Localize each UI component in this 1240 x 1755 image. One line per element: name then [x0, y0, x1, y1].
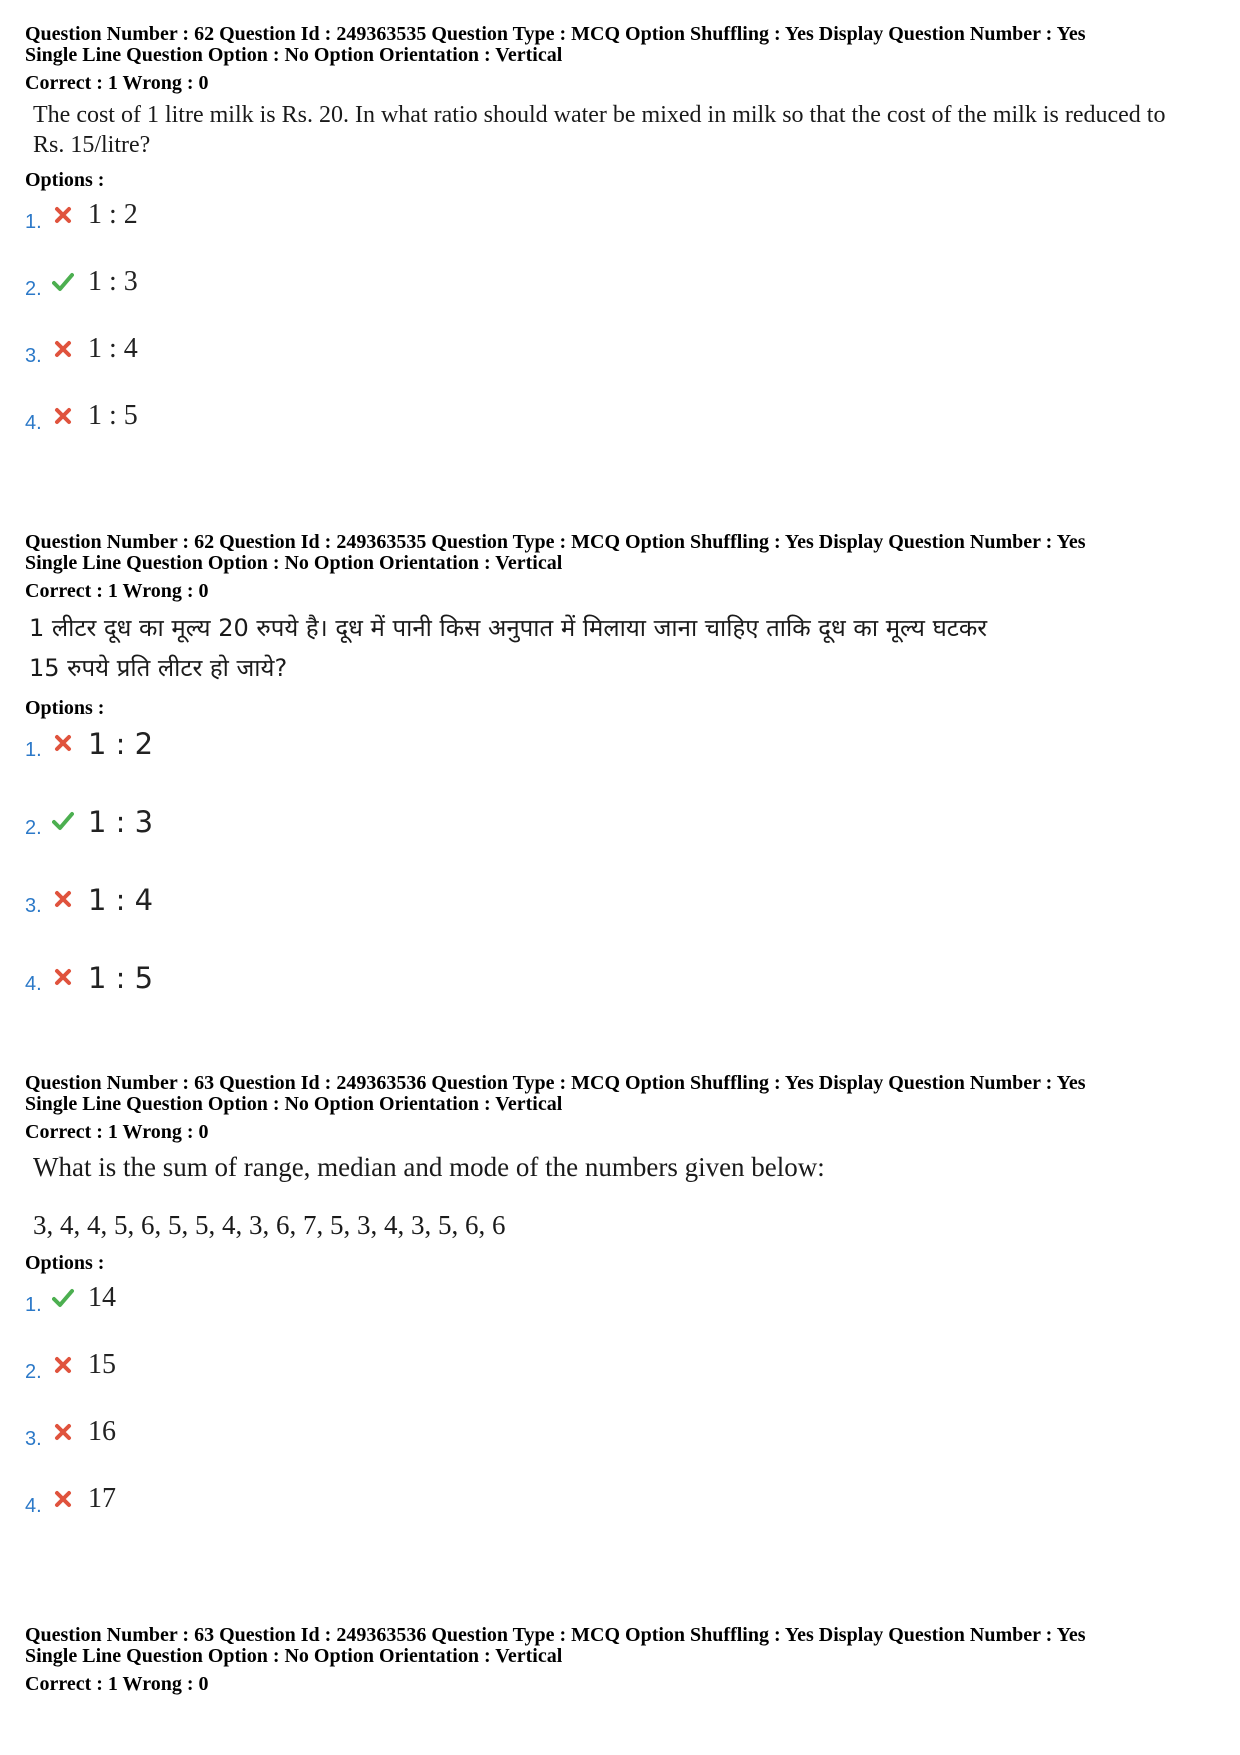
question-score: Correct : 1 Wrong : 0 [25, 1673, 209, 1695]
option-2 [25, 266, 425, 306]
option-number: 1. [25, 739, 42, 761]
question-block-62-hindi [25, 532, 1225, 999]
cross-icon [52, 338, 74, 360]
option-3 [25, 1416, 425, 1456]
option-1 [25, 727, 425, 767]
question-text [25, 100, 1225, 160]
question-meta-line2: Single Line Question Option : No Option Orientation : Vertical [25, 552, 563, 574]
option-1 [25, 1282, 425, 1322]
option-2 [25, 805, 425, 845]
option-value: 1 : 3 [88, 266, 138, 297]
option-number: 2. [25, 1361, 42, 1383]
cross-icon [52, 1354, 74, 1376]
cross-icon [52, 1488, 74, 1510]
question-meta-line1: Question Number : 62 Question Id : 249363535 Question Type : MCQ Option Shuffling : Yes Display Question Number : Yes [25, 23, 1086, 45]
question-score: Correct : 1 Wrong : 0 [25, 72, 209, 94]
question-block-63-english [25, 1073, 1225, 1534]
question-meta-line2: Single Line Question Option : No Option Orientation : Vertical [25, 44, 563, 66]
options-label: Options : [25, 1252, 105, 1274]
option-value: 1 : 5 [88, 961, 154, 995]
option-value: 15 [88, 1349, 116, 1380]
check-icon [52, 810, 74, 832]
option-number: 4. [25, 1495, 42, 1517]
option-value: 1 : 3 [88, 805, 154, 839]
option-3 [25, 883, 425, 923]
cross-icon [52, 966, 74, 988]
options-list [25, 719, 1225, 999]
question-meta-line1: Question Number : 63 Question Id : 249363536 Question Type : MCQ Option Shuffling : Yes Display Question Number : Yes [25, 1072, 1086, 1094]
option-number: 1. [25, 211, 42, 233]
option-number: 1. [25, 1294, 42, 1316]
question-text-gap [33, 1185, 1225, 1207]
question-text-line: The cost of 1 litre milk is Rs. 20. In what ratio should water be mixed in milk so that the cost of the milk is reduced to [33, 102, 1166, 128]
cross-icon [52, 1421, 74, 1443]
check-icon [52, 271, 74, 293]
cross-icon [52, 732, 74, 754]
cross-icon [52, 204, 74, 226]
question-text [25, 608, 1225, 688]
question-text-line: What is the sum of range, median and mode of the numbers given below: [33, 1152, 825, 1182]
options-label: Options : [25, 169, 105, 191]
option-value: 1 : 2 [88, 727, 154, 761]
options-list [25, 191, 1225, 451]
question-block-62-english [25, 24, 1225, 451]
question-text-line: Rs. 15/litre? [33, 132, 151, 158]
option-4 [25, 400, 425, 440]
option-4 [25, 961, 425, 1001]
question-meta-line1: Question Number : 62 Question Id : 249363535 Question Type : MCQ Option Shuffling : Yes Display Question Number : Yes [25, 531, 1086, 553]
option-value: 14 [88, 1282, 116, 1313]
question-score: Correct : 1 Wrong : 0 [25, 580, 209, 602]
question-block-63-hindi [25, 1625, 1225, 1695]
option-4 [25, 1483, 425, 1523]
option-number: 4. [25, 973, 42, 995]
option-number: 2. [25, 817, 42, 839]
option-value: 1 : 2 [88, 199, 138, 230]
option-value: 1 : 4 [88, 883, 154, 917]
question-meta-line2: Single Line Question Option : No Option Orientation : Vertical [25, 1645, 563, 1667]
option-number: 4. [25, 412, 42, 434]
question-score: Correct : 1 Wrong : 0 [25, 1121, 209, 1143]
question-text-line: 3, 4, 4, 5, 6, 5, 5, 4, 3, 6, 7, 5, 3, 4, 3, 5, 6, 6 [33, 1210, 506, 1240]
option-1 [25, 199, 425, 239]
question-meta-line1: Question Number : 63 Question Id : 249363536 Question Type : MCQ Option Shuffling : Yes Display Question Number : Yes [25, 1624, 1086, 1646]
question-meta-line2: Single Line Question Option : No Option Orientation : Vertical [25, 1093, 563, 1115]
question-text-line: 15 रुपये प्रति लीटर हो जाये? [29, 654, 288, 682]
option-number: 3. [25, 895, 42, 917]
question-text [25, 1149, 1225, 1243]
option-2 [25, 1349, 425, 1389]
cross-icon [52, 888, 74, 910]
cross-icon [52, 405, 74, 427]
option-value: 1 : 4 [88, 333, 138, 364]
options-label: Options : [25, 697, 105, 719]
option-number: 2. [25, 278, 42, 300]
option-3 [25, 333, 425, 373]
check-icon [52, 1287, 74, 1309]
option-value: 16 [88, 1416, 116, 1447]
option-value: 17 [88, 1483, 116, 1514]
option-value: 1 : 5 [88, 400, 138, 431]
option-number: 3. [25, 1428, 42, 1450]
question-text-line: 1 लीटर दूध का मूल्य 20 रुपये है। दूध में पानी किस अनुपात में मिलाया जाना चाहिए ताकि दूध का मूल्य घटकर [29, 614, 988, 642]
options-list [25, 1274, 1225, 1534]
option-number: 3. [25, 345, 42, 367]
